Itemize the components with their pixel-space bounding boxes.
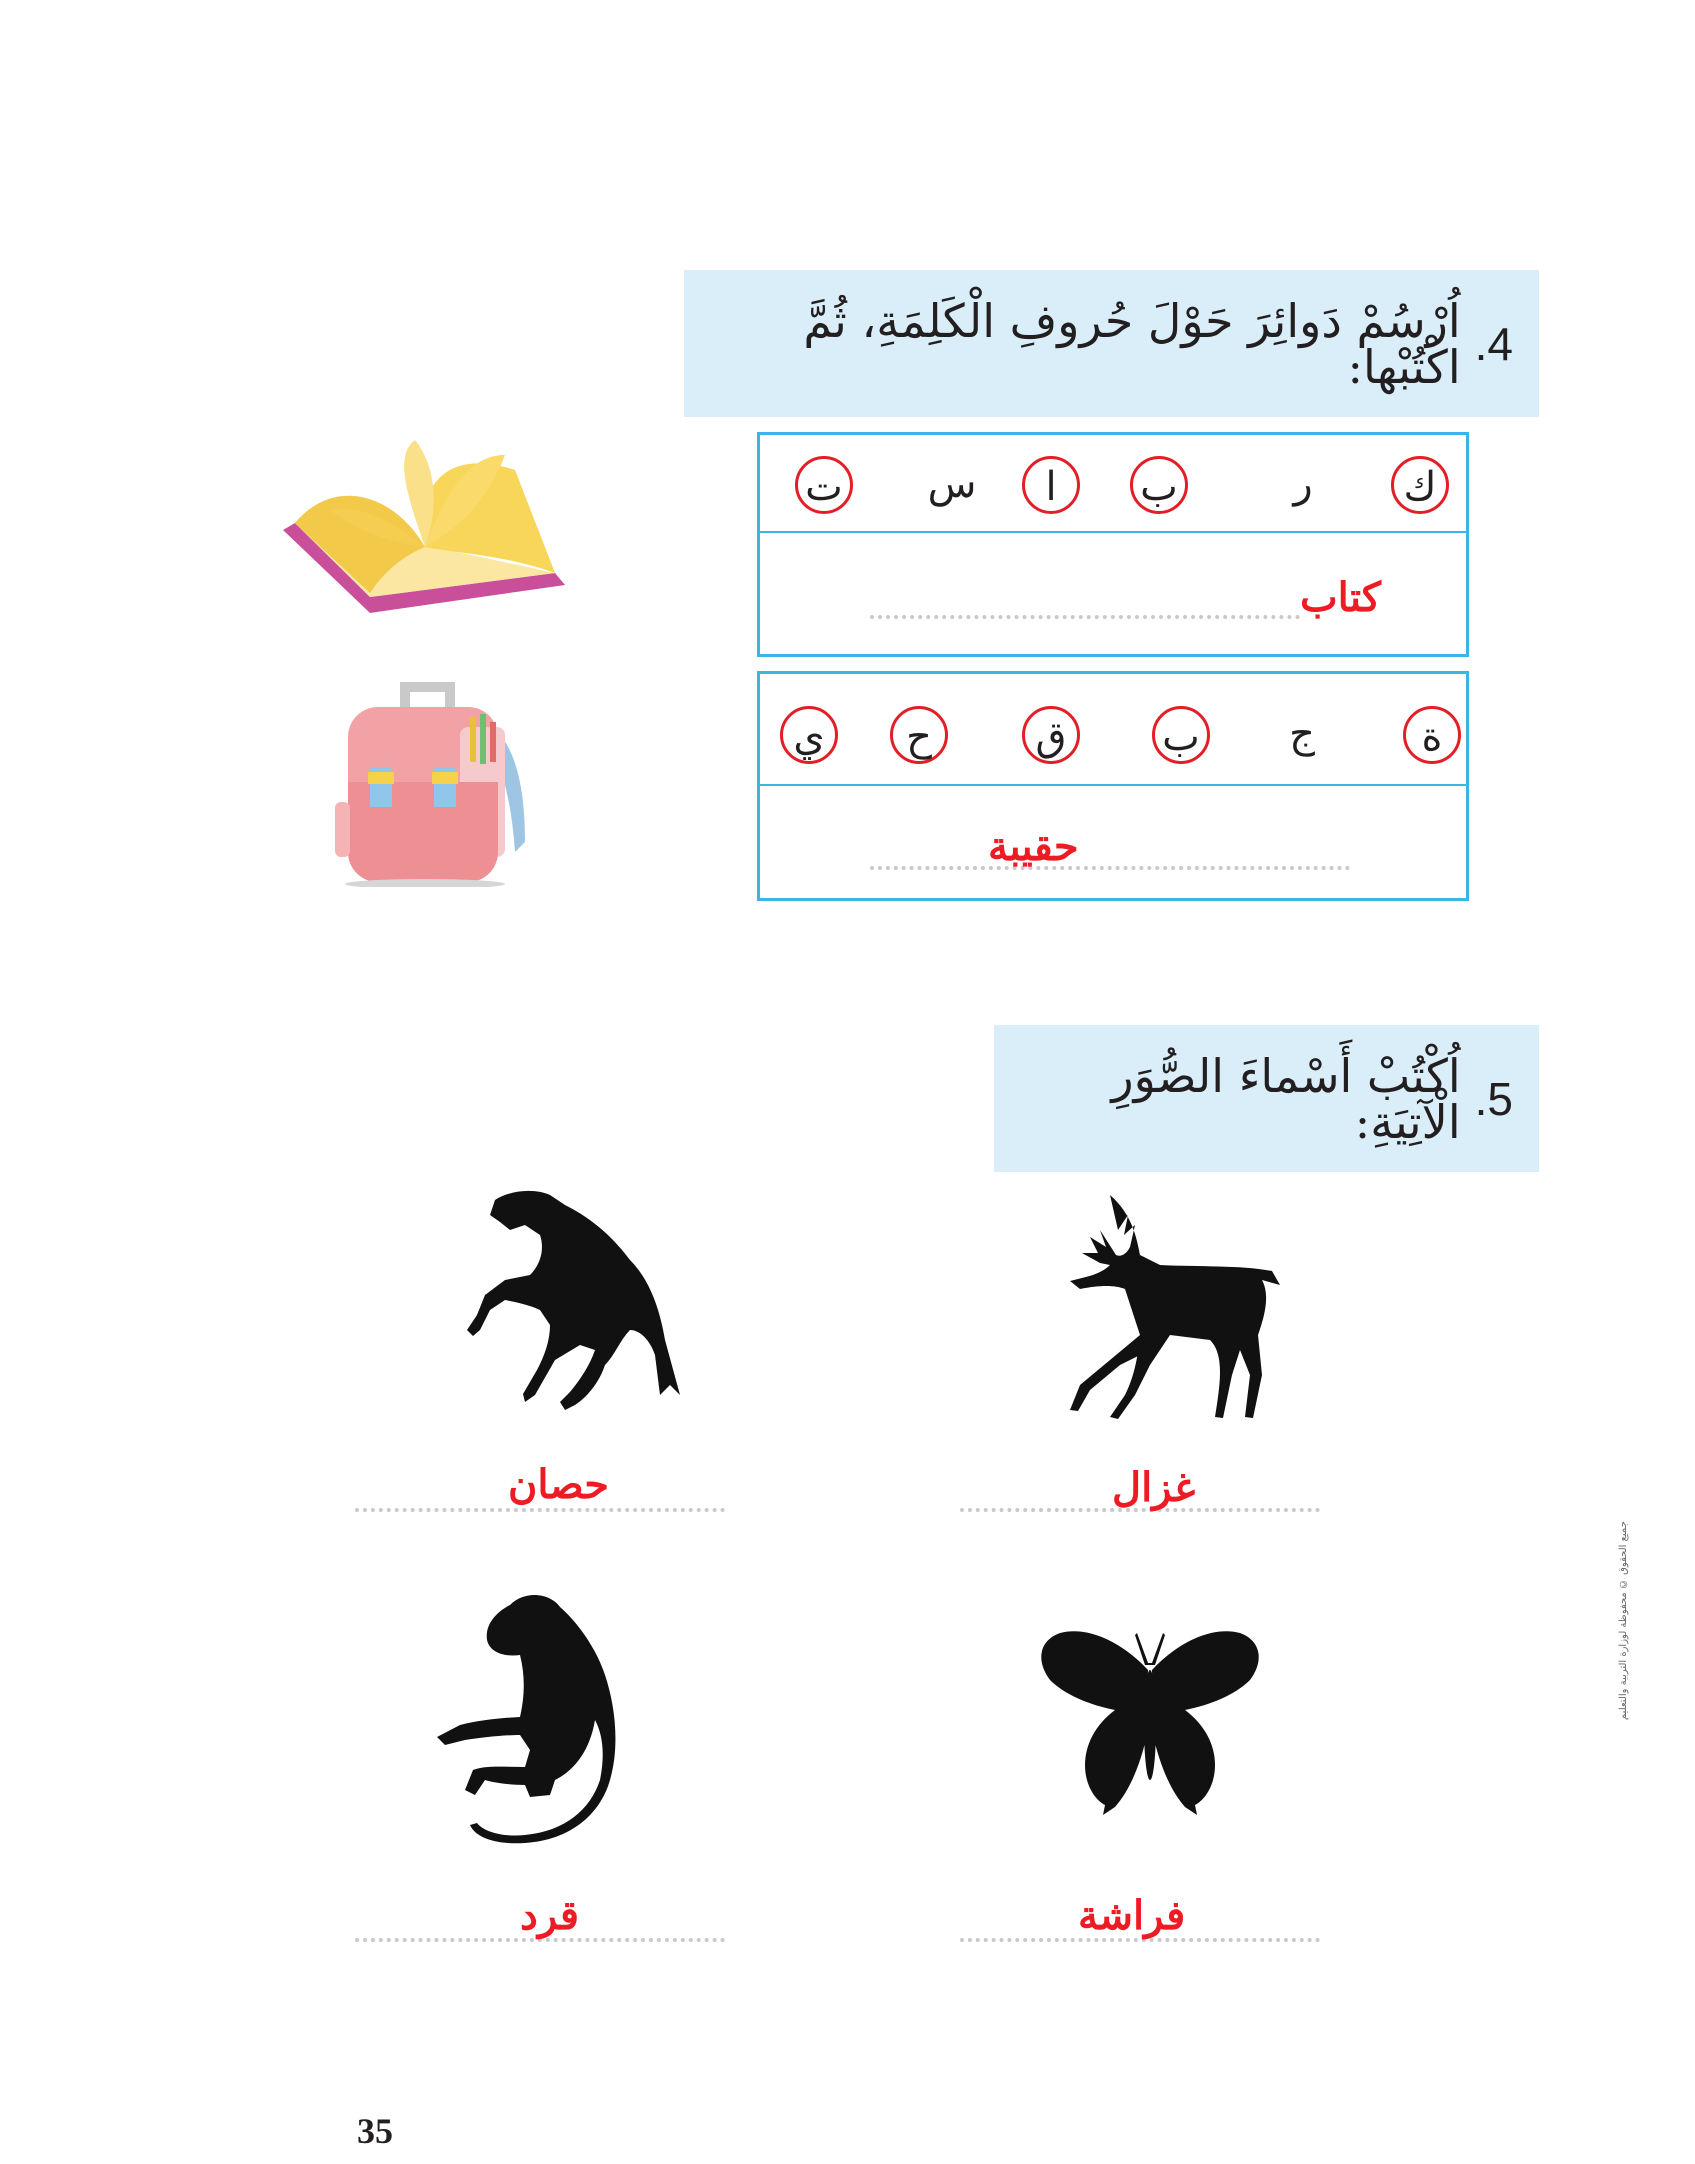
word-box-1 <box>757 432 1469 657</box>
letter[interactable]: س <box>927 461 977 507</box>
exercise-5-number: 5. <box>1474 1072 1513 1125</box>
butterfly-silhouette <box>1035 1615 1265 1835</box>
copyright-side-note: جميع الحقوق © محفوظة لوزارة التربية والتعليم <box>1618 1521 1629 1720</box>
letter-row-2 <box>760 674 1466 786</box>
letter-circled[interactable]: ب <box>1130 456 1188 514</box>
answer-butterfly[interactable]: فراشة <box>1078 1894 1186 1938</box>
letter-circled[interactable]: ب <box>1152 706 1210 764</box>
letter-row-1 <box>760 435 1466 533</box>
horse-silhouette <box>455 1180 685 1415</box>
letter-circled[interactable]: ي <box>780 706 838 764</box>
answer-deer[interactable]: غزال <box>1112 1466 1196 1510</box>
answer-1[interactable]: كتاب <box>1300 576 1381 620</box>
letter[interactable]: ج <box>1289 711 1315 757</box>
page-number: 35 <box>357 2111 393 2151</box>
exercise-4-heading <box>684 270 1539 417</box>
monkey-silhouette <box>425 1585 650 1850</box>
answer-line-1 <box>870 615 1300 619</box>
letter-circled[interactable]: ت <box>795 456 853 514</box>
answer-line-2 <box>870 866 1350 870</box>
exercise-5-heading <box>994 1025 1539 1172</box>
letter-circled[interactable]: ق <box>1022 706 1080 764</box>
letter-circled[interactable]: ك <box>1391 456 1449 514</box>
letter-circled[interactable]: ح <box>890 706 948 764</box>
school-backpack-picture <box>330 672 530 887</box>
letter[interactable]: ر <box>1293 461 1313 507</box>
answer-line-horse <box>355 1508 725 1512</box>
letter-circled[interactable]: ة <box>1403 706 1461 764</box>
answer-2[interactable]: حقيبة <box>988 825 1079 869</box>
word-box-2 <box>757 671 1469 901</box>
exercise-4-number: 4. <box>1474 317 1513 370</box>
letter-circled[interactable]: ا <box>1022 456 1080 514</box>
exercise-5-instruction: اُكْتُبْ أَسْماءَ الصُّوَرِ الْآتِيَةِ: <box>1111 1048 1461 1149</box>
answer-horse[interactable]: حصان <box>508 1463 609 1507</box>
open-book-picture <box>275 435 575 625</box>
exercise-4-instruction: اُرْسُمْ دَوائِرَ حَوْلَ حُروفِ الْكَلِمَةِ، ثُمَّ اكْتُبْها: <box>803 293 1461 394</box>
answer-monkey[interactable]: قرد <box>520 1894 580 1938</box>
deer-silhouette <box>1040 1185 1285 1420</box>
